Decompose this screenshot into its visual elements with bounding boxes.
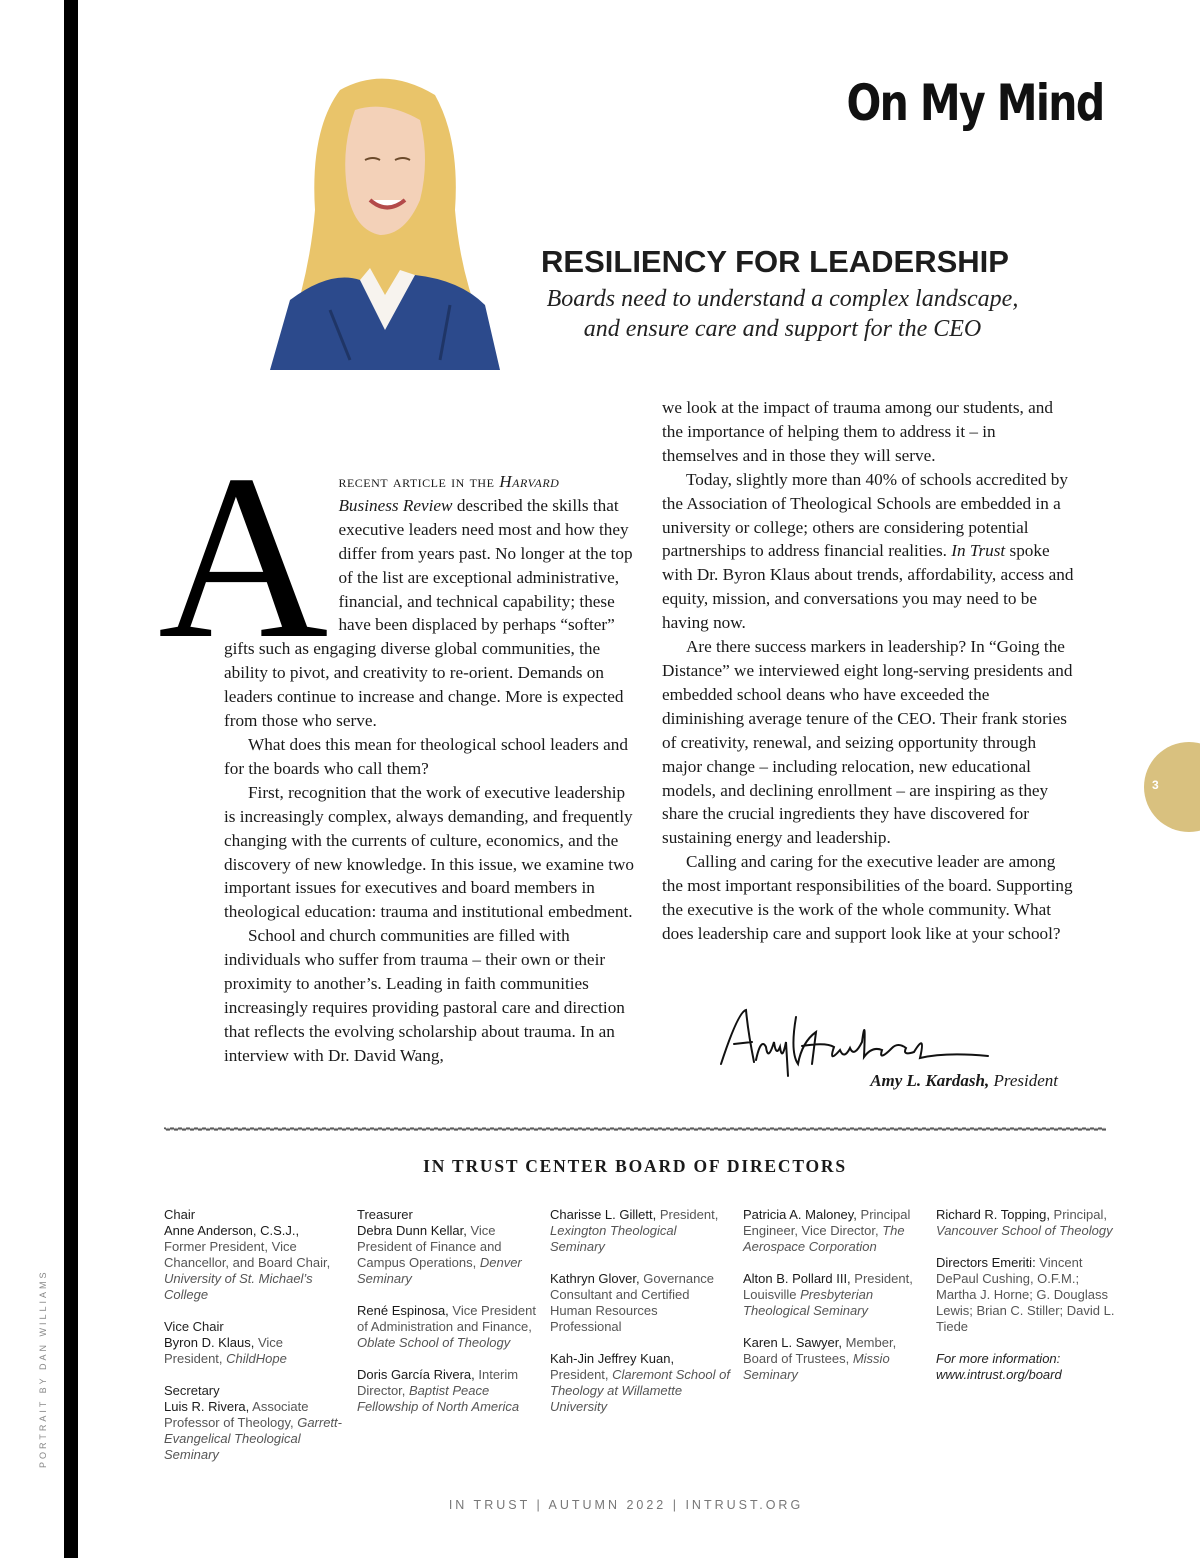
board-section-title: IN TRUST CENTER BOARD OF DIRECTORS xyxy=(423,1156,847,1176)
board-role: Vice Chair xyxy=(164,1319,224,1334)
board-member-description: Governance Consultant and Certified Human Resources Professional xyxy=(550,1271,715,1334)
board-member-organization: The Aerospace Corporation xyxy=(743,1223,905,1254)
board-member-entry xyxy=(550,1207,730,1255)
board-member-name: Doris García Rivera, xyxy=(357,1367,475,1382)
board-member-entry xyxy=(743,1335,923,1383)
board-member-entry xyxy=(550,1351,730,1415)
more-info xyxy=(936,1351,1116,1383)
board-member-name: Byron D. Klaus, xyxy=(164,1335,255,1350)
paragraph-6: Are there success markers in leadership? In “Going the Distance” we interviewed eight long-serving presidents and embedded school deans who have exceeded the diminishing average tenure of the CEO. Their frank stories of creativity, renewal, and seizing opportunity through major change – including relocation, new educational models, and declining enrollment – are inspiring as they share the crucial ingredients they have discovered for sustaining energy and leadership. xyxy=(662,637,1073,848)
board-member-description: Former President, Vice Chancellor, and Board Chair, xyxy=(164,1239,331,1270)
board-member-name: Directors Emeriti: xyxy=(936,1255,1036,1270)
board-member-description: Associate Professor of Theology, xyxy=(164,1399,309,1430)
board-member-description: President, xyxy=(656,1207,719,1222)
board-member-description: Principal Engineer, Vice Director, xyxy=(743,1207,911,1238)
board-member-entry xyxy=(357,1207,537,1287)
paragraph-1: Arecent article in the Harvard Business Review described the skills that executive leaders need most and how they differ from years past. No longer at the top of the list are exceptional administrative, financial, and technical capability; these have been displaced by perhaps “softer” gifts such as engaging diverse global communities, the ability to pivot, and creativity to re-orient. Demands on leaders continue to increase and change. More is expected from those who serve. xyxy=(158,427,633,731)
board-member-description: President, Louisville xyxy=(743,1271,913,1302)
board-member-name: Karen L. Sawyer, xyxy=(743,1335,842,1350)
board-member-organization: Baptist Peace Fellowship of North America xyxy=(357,1383,520,1414)
board-member-name: Luis R. Rivera, xyxy=(164,1399,250,1414)
board-member-entry xyxy=(936,1207,1116,1239)
board-member-name: Patricia A. Maloney, xyxy=(743,1207,857,1222)
paragraph-2: What does this mean for theological school leaders and for the boards who call them? xyxy=(224,734,628,778)
board-column-3 xyxy=(550,1207,730,1431)
board-member-name: Charisse L. Gillett, xyxy=(550,1207,657,1222)
paragraph-4: School and church communities are filled with individuals who suffer from trauma – their own or their proximity to another’s. Leading in faith communities increasingly requires providing pastoral care and direction that reflects the evolving scholarship about trauma. In an interview with Dr. David Wang, xyxy=(224,926,625,1065)
board-member-description: President, xyxy=(550,1367,613,1382)
more-info-link[interactable]: www.intrust.org/board xyxy=(936,1367,1062,1382)
board-member-entry xyxy=(550,1271,730,1335)
handwritten-signature xyxy=(716,1002,996,1082)
more-info-label: For more information: xyxy=(936,1351,1061,1366)
board-role: Chair xyxy=(164,1207,196,1222)
section-title: On My Mind xyxy=(846,74,1104,132)
paragraph-7: Calling and caring for the executive leader are among the most important responsibilities of the board. Supporting the executive is the work of the whole community. What does leadership care and support look like at your school? xyxy=(662,852,1073,943)
board-member-description: Vice President of Finance and Campus Operations, xyxy=(357,1223,502,1270)
board-member-name: Kathryn Glover, xyxy=(550,1271,640,1286)
drop-cap: A xyxy=(158,427,329,688)
paragraph-3: First, recognition that the work of executive leadership is increasingly complex, always demanding, and frequently changing with the currents of culture, economics, and the discovery of new knowledge. In this issue, we examine two important issues for executives and board members in theological education: trauma and institutional embedment. xyxy=(224,782,635,922)
board-member-name: Kah-Jin Jeffrey Kuan, xyxy=(550,1351,675,1366)
paragraph-4-continued: we look at the impact of trauma among our students, and the importance of helping them to address it – in themselves and in those they will serve. xyxy=(662,398,1053,465)
board-member-organization: Garrett-Evangelical Theological Seminary xyxy=(164,1415,342,1462)
board-member-entry xyxy=(164,1319,344,1367)
board-member-entry xyxy=(743,1207,923,1255)
board-member-entry xyxy=(743,1271,923,1319)
article-subheadline: Boards need to understand a complex landscape, and ensure care and support for the CEO xyxy=(546,286,1019,342)
board-member-description: Vice President of Administration and Finance, xyxy=(357,1303,536,1334)
board-member-name: Richard R. Topping, xyxy=(936,1207,1050,1222)
wavy-divider xyxy=(164,1124,1106,1134)
board-member-organization: Lexington Theological Seminary xyxy=(550,1223,677,1254)
board-member-description: Member, Board of Trustees, xyxy=(743,1335,897,1366)
board-member-name: Anne Anderson, C.S.J., xyxy=(164,1223,300,1238)
board-role: Secretary xyxy=(164,1383,220,1398)
board-member-name: René Espinosa, xyxy=(357,1303,449,1318)
board-member-name: Debra Dunn Kellar, xyxy=(357,1223,467,1238)
board-member-entry xyxy=(357,1303,537,1351)
article-column-1 xyxy=(158,427,636,1068)
board-member-organization: Denver Seminary xyxy=(357,1255,522,1286)
portrait-credit: PORTRAIT BY DAN WILLIAMS xyxy=(38,1269,48,1468)
board-member-organization: ChildHope xyxy=(226,1351,287,1366)
signoff: Amy L. Kardash, President xyxy=(870,1071,1058,1090)
board-member-entry xyxy=(164,1207,344,1303)
board-member-organization: Vancouver School of Theology xyxy=(936,1223,1113,1238)
board-column-4 xyxy=(743,1207,923,1399)
board-column-2 xyxy=(357,1207,537,1431)
board-member-organization: University of St. Michael’s College xyxy=(164,1271,313,1302)
article-column-2 xyxy=(662,396,1074,946)
page-number-tab xyxy=(1144,742,1200,832)
paragraph-5: Today, slightly more than 40% of schools accredited by the Association of Theological Schools are embedded in a university or college; others are considering potential partnerships to address financial realities. In Trust spoke with Dr. Byron Klaus about trends, affordability, access and equity, mission, and conversations you may need to be having now. xyxy=(662,469,1074,633)
board-column-1 xyxy=(164,1207,344,1479)
left-margin-bar xyxy=(64,0,78,1558)
page-footer: IN TRUST | AUTUMN 2022 | INTRUST.ORG xyxy=(448,1498,804,1512)
board-member-description: Interim Director, xyxy=(357,1367,519,1398)
board-member-entry xyxy=(164,1383,344,1463)
board-member-entry xyxy=(936,1255,1116,1335)
board-member-entry xyxy=(357,1367,537,1415)
article-headline: RESILIENCY FOR LEADERSHIP xyxy=(541,244,1009,279)
board-member-organization: Claremont School of Theology at Willamette University xyxy=(550,1367,730,1414)
board-member-organization: Oblate School of Theology xyxy=(357,1335,511,1350)
board-member-description: Vice President, xyxy=(164,1335,283,1366)
board-member-name: Alton B. Pollard III, xyxy=(743,1271,851,1286)
board-member-organization: Missio Seminary xyxy=(743,1351,890,1382)
page-number: 3 xyxy=(1152,778,1159,792)
author-portrait-illustration xyxy=(270,70,500,370)
board-role: Treasurer xyxy=(357,1207,413,1222)
board-member-description: Principal, xyxy=(1049,1207,1108,1222)
board-member-description: Vincent DePaul Cushing, O.F.M.; Martha J. Horne; G. Douglass Lewis; Brian C. Stiller; David L. Tiede xyxy=(936,1255,1115,1334)
board-member-organization: Presbyterian Theological Seminary xyxy=(743,1287,874,1318)
board-column-5 xyxy=(936,1207,1116,1383)
